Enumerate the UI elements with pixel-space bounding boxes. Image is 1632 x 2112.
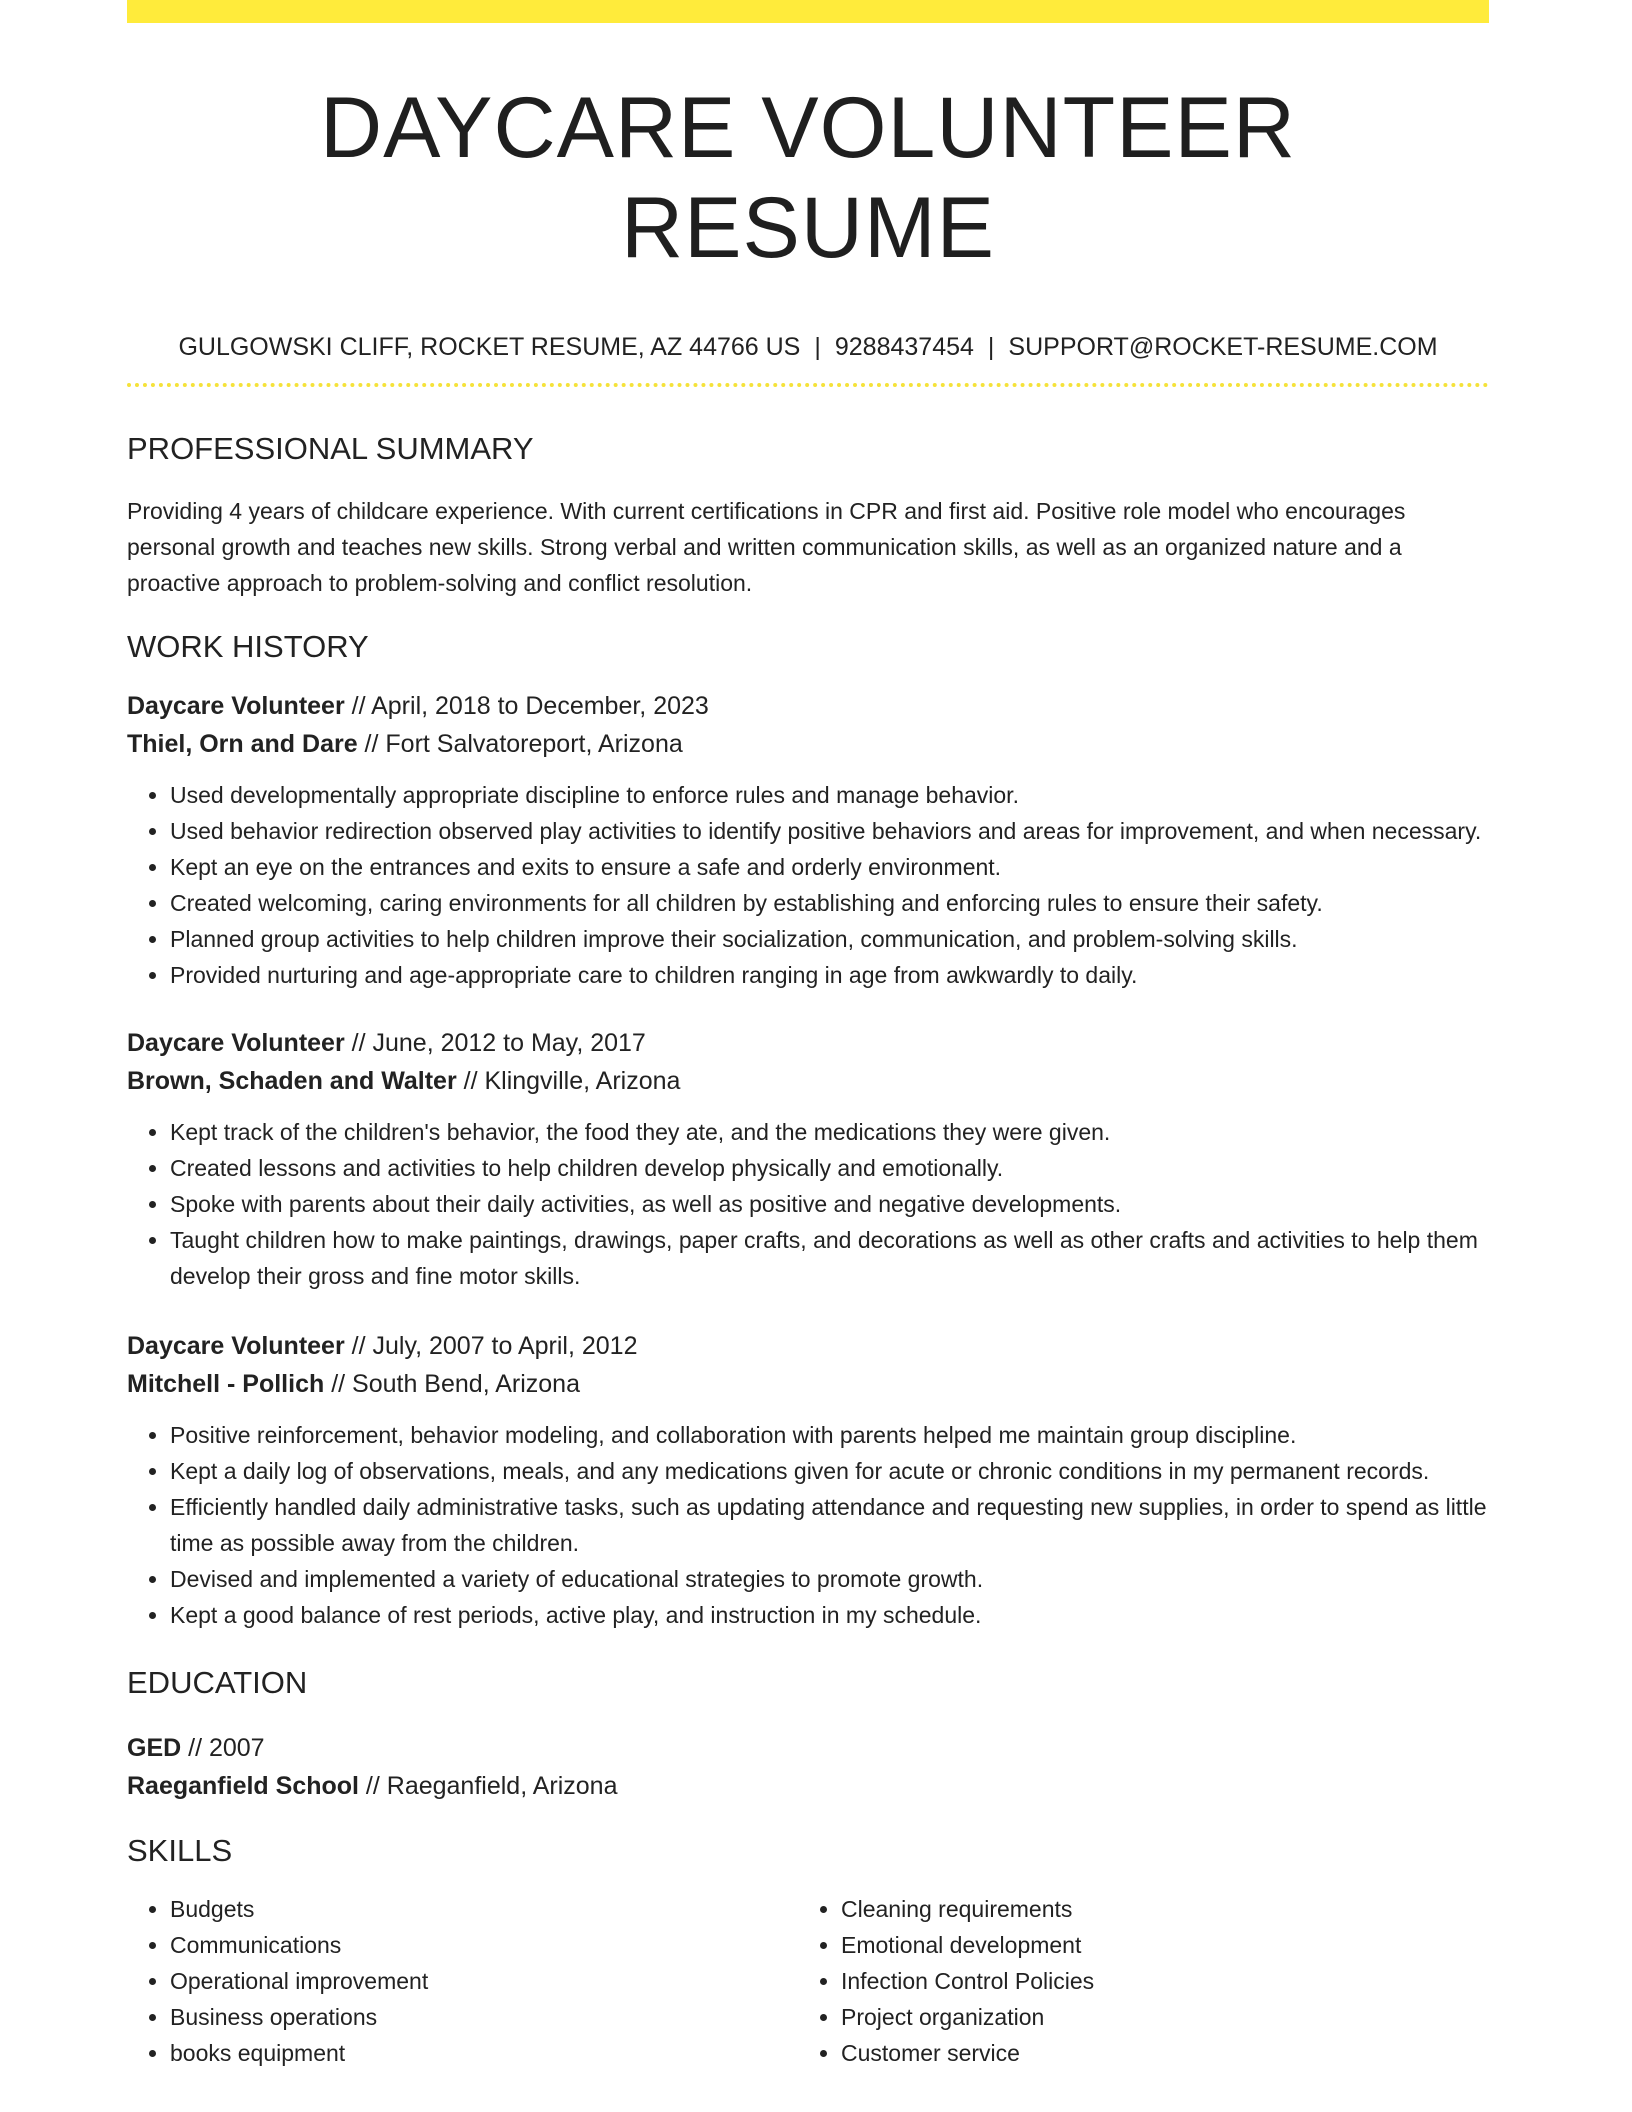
skill-item: • Emotional development <box>841 1927 1469 1963</box>
education-degree: GED <box>127 1734 182 1762</box>
list-item: • Kept an eye on the entrances and exits to ensure a safe and orderly environment. <box>170 849 1489 885</box>
job-title-line <box>127 687 1489 725</box>
education-school: Raeganfield School <box>127 1772 359 1800</box>
skill-item: • Project organization <box>841 1999 1469 2035</box>
job-company: Mitchell - Pollich <box>127 1370 325 1398</box>
skill-item: • Customer service <box>841 2035 1469 2071</box>
work-history-heading: WORK HISTORY <box>127 629 369 664</box>
education-school-line <box>127 1767 1489 1805</box>
skill-item: • Cleaning requirements <box>841 1891 1469 1927</box>
job-title: Daycare Volunteer <box>127 1332 345 1360</box>
job-dates: // July, 2007 to April, 2012 <box>344 1332 638 1360</box>
contact-separator: | <box>987 333 995 361</box>
job-bullets <box>127 777 1489 993</box>
skill-item: • Business operations <box>170 1999 798 2035</box>
job-bullets <box>127 1417 1489 1633</box>
education-location: // Raeganfield, Arizona <box>358 1772 618 1800</box>
job-title-line <box>127 1024 1489 1062</box>
job-dates: // April, 2018 to December, 2023 <box>344 692 709 720</box>
job-dates: // June, 2012 to May, 2017 <box>344 1029 646 1057</box>
list-item: • Kept a good balance of rest periods, active play, and instruction in my schedule. <box>170 1597 1489 1633</box>
skill-item: • Budgets <box>170 1891 798 1927</box>
skill-item: • Operational improvement <box>170 1963 798 1999</box>
list-item: • Spoke with parents about their daily activities, as well as positive and negative developments. <box>170 1186 1489 1222</box>
skill-item: • Communications <box>170 1927 798 1963</box>
list-item: • Used behavior redirection observed play activities to identify positive behaviors and areas for improvement, and when necessary. <box>170 813 1489 849</box>
dotted-divider <box>127 383 1489 387</box>
job-company-line <box>127 725 1489 763</box>
skill-item: • books equipment <box>170 2035 798 2071</box>
contact-line <box>127 331 1489 363</box>
education-heading: EDUCATION <box>127 1665 308 1700</box>
education-degree-line <box>127 1729 1489 1767</box>
list-item: • Devised and implemented a variety of educational strategies to promote growth. <box>170 1561 1489 1597</box>
job-title: Daycare Volunteer <box>127 1029 345 1057</box>
contact-email: SUPPORT@ROCKET-RESUME.COM <box>1008 333 1438 361</box>
resume-title: DAYCARE VOLUNTEER RESUME <box>320 80 1296 276</box>
list-item: • Planned group activities to help children improve their socialization, communication, and problem-solving skills. <box>170 921 1489 957</box>
list-item: • Efficiently handled daily administrative tasks, such as updating attendance and requesting new supplies, in order to spend as little time as possible away from the children. <box>170 1489 1489 1561</box>
job-company-line <box>127 1062 1489 1100</box>
job-company: Brown, Schaden and Walter <box>127 1067 457 1095</box>
list-item: • Kept a daily log of observations, meals, and any medications given for acute or chronic conditions in my permanent records. <box>170 1453 1489 1489</box>
list-item: • Kept track of the children's behavior, the food they ate, and the medications they were given. <box>170 1114 1489 1150</box>
job-title-line <box>127 1327 1489 1365</box>
education-year: // 2007 <box>181 1734 265 1762</box>
job-company-line <box>127 1365 1489 1403</box>
contact-phone: 9288437454 <box>834 333 974 361</box>
skills-heading: SKILLS <box>127 1833 233 1868</box>
contact-address: GULGOWSKI CLIFF, ROCKET RESUME, AZ 44766 US <box>178 333 801 361</box>
list-item: • Taught children how to make paintings, drawings, paper crafts, and decorations as well as other crafts and activities to help them develop their gross and fine motor skills. <box>170 1222 1489 1294</box>
list-item: • Created welcoming, caring environments for all children by establishing and enforcing rules to ensure their safety. <box>170 885 1489 921</box>
list-item: • Positive reinforcement, behavior modeling, and collaboration with parents helped me maintain group discipline. <box>170 1417 1489 1453</box>
list-item: • Used developmentally appropriate discipline to enforce rules and manage behavior. <box>170 777 1489 813</box>
skills-list-right <box>798 1891 1469 2071</box>
skills-columns <box>127 1891 1489 2071</box>
job-title: Daycare Volunteer <box>127 692 345 720</box>
skills-list-left <box>127 1891 798 2071</box>
job-location: // Fort Salvatoreport, Arizona <box>357 730 683 758</box>
skill-item: • Infection Control Policies <box>841 1963 1469 1999</box>
contact-separator: | <box>814 333 821 361</box>
list-item: • Provided nurturing and age-appropriate care to children ranging in age from awkwardly to daily. <box>170 957 1489 993</box>
list-item: • Created lessons and activities to help children develop physically and emotionally. <box>170 1150 1489 1186</box>
resume-content <box>127 0 1489 2071</box>
summary-heading: PROFESSIONAL SUMMARY <box>127 431 534 466</box>
job-entry <box>127 687 1489 993</box>
job-bullets <box>127 1114 1489 1294</box>
job-location: // South Bend, Arizona <box>324 1370 580 1398</box>
job-entry <box>127 1024 1489 1294</box>
job-location: // Klingville, Arizona <box>456 1067 681 1095</box>
job-company: Thiel, Orn and Dare <box>127 730 358 758</box>
summary-text: Providing 4 years of childcare experience. With current certifications in CPR and first aid. Positive role model who encourages personal growth and teaches new skills. Strong verbal and written communication skills, as well as an organized nature and a proactive approach to problem-solving and conflict resolution. <box>127 498 1406 596</box>
job-entry <box>127 1327 1489 1633</box>
